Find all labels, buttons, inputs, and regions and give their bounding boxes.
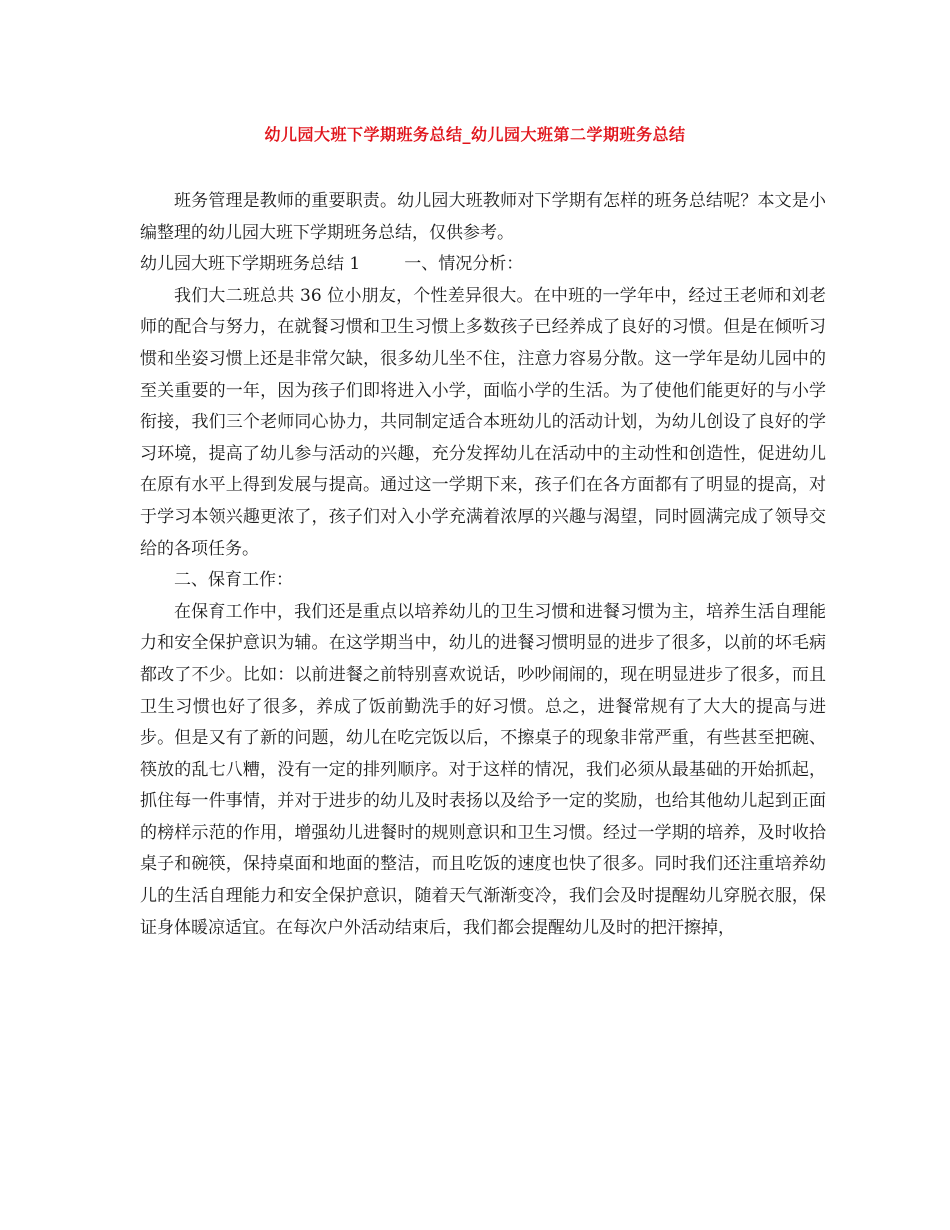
section-2-heading: 二、保育工作：	[174, 570, 293, 591]
document-title: 幼儿园大班下学期班务总结_幼儿园大班第二学期班务总结	[264, 125, 686, 144]
section-2-paragraph: 在保育工作中，我们还是重点以培养幼儿的卫生习惯和进餐习惯为主，培养生活自理能力和安全保护意识为辅。在这学期当中，幼儿的进餐习惯明显的进步了很多，以前的坏毛病都改了不少。比如：以前进餐之前特别喜欢说话，吵吵闹闹的，现在明显进步了很多，而且卫生习惯也好了很多，养成了饭前勤洗手的好习惯。总之，进餐常规有了大大的提高与进步。但是又有了新的问题，幼儿在吃完饭以后，不擦桌子的现象非常严重，有些甚至把碗、筷放的乱七八糟，没有一定的排列顺序。对于这样的情况，我们必须从最基础的开始抓起，抓住每一件事情，并对于进步的幼儿及时表扬以及给予一定的奖励，也给其他幼儿起到正面的榜样示范的作用，增强幼儿进餐时的规则意识和卫生习惯。经过一学期的培养，及时收拾桌子和碗筷，保持桌面和地面的整洁，而且吃饭的速度也快了很多。同时我们还注重培养幼儿的生活自理能力和安全保护意识，随着天气渐渐变冷，我们会及时提醒幼儿穿脱衣服，保证身体暖凉适宜。在每次户外活动结束后，我们都会提醒幼儿及时的把汗擦掉，	[140, 601, 826, 938]
intro-paragraph: 班务管理是教师的重要职责。幼儿园大班教师对下学期有怎样的班务总结呢？本文是小编整理的幼儿园大班下学期班务总结，仅供参考。	[140, 191, 826, 243]
summary-heading-line	[140, 249, 826, 281]
summary-heading: 幼儿园大班下学期班务总结 1	[140, 254, 361, 275]
document-body	[140, 186, 826, 944]
section-1-heading: 一、情况分析：	[404, 254, 524, 275]
section-1-paragraph: 我们大二班总共 36 位小朋友，个性差异很大。在中班的一学年中，经过王老师和刘老师的配合与努力，在就餐习惯和卫生习惯上多数孩子已经养成了良好的习惯。但是在倾听习惯和坐姿习惯上还是非常欠缺，很多幼儿坐不住，注意力容易分散。这一学年是幼儿园中的至关重要的一年，因为孩子们即将进入小学，面临小学的生活。为了使他们能更好的与小学衔接，我们三个老师同心协力，共同制定适合本班幼儿的活动计划，为幼儿创设了良好的学习环境，提高了幼儿参与活动的兴趣，充分发挥幼儿在活动中的主动性和创造性，促进幼儿在原有水平上得到发展与提高。通过这一学期下来，孩子们在各方面都有了明显的提高，对于学习本领兴趣更浓了，孩子们对入小学充满着浓厚的兴趣与渴望，同时圆满完成了领导交给的各项任务。	[140, 285, 826, 559]
